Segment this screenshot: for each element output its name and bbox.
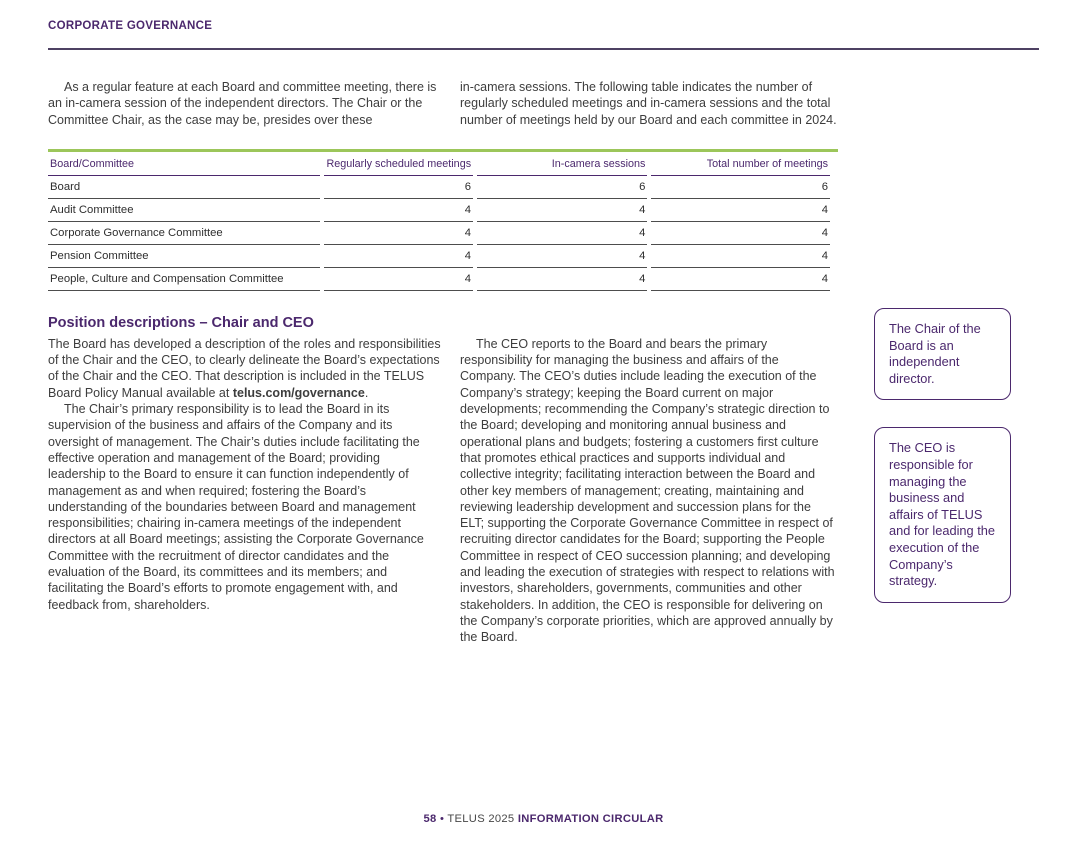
page-footer	[0, 813, 1087, 825]
intro-right-column: in-camera sessions. The following table indicates the number of regularly scheduled meetings and in-camera sessions and the total number of meetings held by our Board and each committee in 2024.	[460, 80, 837, 127]
footer-doc-name: INFORMATION CIRCULAR	[517, 813, 664, 825]
regular-meetings-count: 4	[324, 245, 473, 268]
table-row	[48, 199, 830, 222]
table-row	[48, 268, 830, 291]
total-meetings-count: 6	[651, 176, 830, 199]
in-camera-count: 4	[477, 245, 647, 268]
col-header-in-camera: In-camera sessions	[477, 152, 647, 176]
total-meetings-count: 4	[651, 199, 830, 222]
body-right-column	[460, 336, 838, 646]
total-meetings-count: 4	[651, 222, 830, 245]
col-header-board-committee: Board/Committee	[48, 152, 320, 176]
section-heading: Position descriptions – Chair and CEO	[48, 314, 314, 331]
col-header-total: Total number of meetings	[651, 152, 830, 176]
footer-doc-prefix: TELUS 2025	[447, 813, 515, 825]
governance-url-link[interactable]: telus.com/governance	[232, 385, 365, 400]
in-camera-count: 4	[477, 268, 647, 291]
committee-name: Board	[48, 176, 320, 199]
col-header-regularly-scheduled: Regularly scheduled meetings	[324, 152, 473, 176]
in-camera-count: 4	[477, 222, 647, 245]
committee-name: Audit Committee	[48, 199, 320, 222]
intro-left-column: As a regular feature at each Board and committee meeting, there is an in-camera session of the independent directors. The Chair or the Committee Chair, as the case may be, presides over these	[48, 80, 437, 127]
table-row	[48, 222, 830, 245]
regular-meetings-count: 4	[324, 222, 473, 245]
chair-description-paragraph-2: The Chair’s primary responsibility is to lead the Board in its supervision of the business and affairs of the Company and its oversight of management. The Chair’s duties include facilitating the effective operation and management of the Board; providing leadership to the Board to ensure it can function independently of management as and when required; fostering the Board’s understanding of the boundaries between Board and management responsibilities; chairing in-camera meetings of the independent directors at all Board meetings; assisting the Corporate Governance Committee with the recruitment of director candidates and the evaluation of the Board, its committees and its members; and facilitating the Board’s efforts to promote engagement with, and feedback from, shareholders.	[48, 402, 424, 612]
committee-name: Pension Committee	[48, 245, 320, 268]
in-camera-count: 4	[477, 199, 647, 222]
sidebar-callouts	[874, 308, 1011, 603]
total-meetings-count: 4	[651, 268, 830, 291]
meetings-table	[44, 152, 834, 291]
chair-description-paragraph-1	[48, 336, 441, 401]
regular-meetings-count: 4	[324, 199, 473, 222]
paragraph-text: The Board has developed a description of the roles and responsibilities of the Chair and the CEO, to clearly delineate the Board’s expectations of the Chair and the CEO. That description is included in the TELUS Board Policy Manual available at	[48, 336, 441, 400]
callout-ceo-responsibility: The CEO is responsible for managing the business and affairs of TELUS and for leading the execution of the Company’s strategy.	[874, 427, 1011, 602]
paragraph-text: .	[364, 385, 369, 400]
table-header-row	[48, 152, 830, 176]
in-camera-count: 6	[477, 176, 647, 199]
total-meetings-count: 4	[651, 245, 830, 268]
page-number: 58	[423, 813, 437, 825]
ceo-description-paragraph: The CEO reports to the Board and bears the primary responsibility for managing the business and affairs of the Company. The CEO’s duties include leading the execution of the Company’s strategy; keeping the Board current on major developments; recommending the Company’s strategic direction to the Board; developing and monitoring annual business and operational plans and budgets; fostering a customers first culture that promotes ethical practices and supports individual and collective integrity; facilitating interaction between the Board and other key members of management; creating, maintaining and reviewing leadership development and succession plans for the ELT; supporting the Corporate Governance Committee in respect of recruiting director candidates for the Board; supporting the People Committee in respect of CEO succession planning; and developing and leading the execution of strategies with respect to relations with investors, shareholders, governments, communities and other stakeholders. In addition, the CEO is responsible for delivering on the Company’s corporate priorities, which are approved annually by the Board.	[460, 336, 835, 645]
footer-bullet: •	[439, 813, 445, 825]
table-row	[48, 245, 830, 268]
committee-name: Corporate Governance Committee	[48, 222, 320, 245]
body-left-column	[48, 336, 441, 646]
meetings-table-container	[48, 149, 838, 291]
section-eyebrow: CORPORATE GOVERNANCE	[48, 20, 213, 32]
table-row	[48, 176, 830, 199]
page-header	[48, 16, 1039, 50]
regular-meetings-count: 6	[324, 176, 473, 199]
intro-paragraphs	[48, 79, 838, 128]
committee-name: People, Culture and Compensation Committee	[48, 268, 320, 291]
callout-chair-independent: The Chair of the Board is an independent director.	[874, 308, 1011, 400]
position-descriptions-body	[48, 336, 838, 646]
regular-meetings-count: 4	[324, 268, 473, 291]
